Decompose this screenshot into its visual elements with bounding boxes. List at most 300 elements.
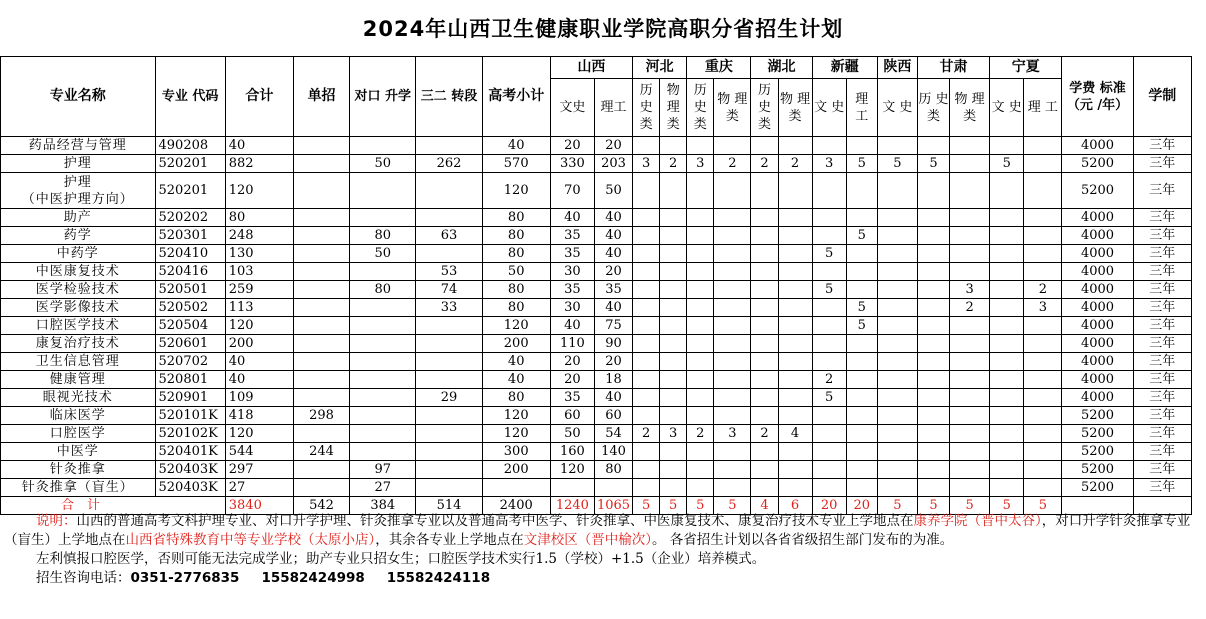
hebei-lishi-cell	[633, 299, 660, 317]
hebei-wuli-cell	[660, 263, 687, 281]
sanerzhuan-cell	[416, 335, 482, 353]
gansu-lishi-cell	[917, 371, 949, 389]
fee-cell: 5200	[1062, 461, 1133, 479]
total-duikou-cell: 384	[350, 497, 416, 515]
hebei-lishi-cell	[633, 461, 660, 479]
danzhao-cell	[293, 245, 349, 263]
note-2: 左利慎报口腔医学，否则可能无法完成学业；助产专业只招女生；口腔医学技术实行1.5（学校）+1.5（企业）培养模式。	[36, 551, 766, 567]
total-shanxi-ligong-cell: 1065	[594, 497, 632, 515]
gansu-wuli-cell	[950, 227, 990, 245]
chongqing-lishi-cell	[687, 137, 714, 155]
xinjiang-li-cell	[846, 425, 877, 443]
hebei-lishi-cell	[633, 443, 660, 461]
hebei-wuli-cell	[660, 281, 687, 299]
gaokao-subtotal-cell	[482, 479, 550, 497]
gansu-wuli-cell	[950, 263, 990, 281]
sub-wulilei: 物 理 类	[714, 79, 751, 137]
chongqing-wuli-cell	[714, 461, 751, 479]
header-province-hebei: 河北	[633, 57, 687, 79]
gaokao-subtotal-cell: 40	[482, 137, 550, 155]
total-cell: 109	[225, 389, 293, 407]
shanxi-wenshi-cell	[550, 479, 594, 497]
ningxia-wen-cell	[990, 479, 1024, 497]
enrollment-plan-table	[0, 56, 1192, 515]
chongqing-wuli-cell	[714, 281, 751, 299]
hubei-wuli-cell	[778, 209, 812, 227]
hubei-wuli-cell	[778, 389, 812, 407]
xinjiang-wen-cell	[812, 335, 846, 353]
hubei-wuli-cell	[778, 317, 812, 335]
sanerzhuan-cell	[416, 407, 482, 425]
hebei-wuli-cell: 3	[660, 425, 687, 443]
danzhao-cell	[293, 335, 349, 353]
major-code-cell: 520401K	[155, 443, 225, 461]
major-code-cell: 520504	[155, 317, 225, 335]
xinjiang-li-cell	[846, 263, 877, 281]
sanerzhuan-cell	[416, 479, 482, 497]
hebei-wuli-cell	[660, 353, 687, 371]
gaokao-subtotal-cell: 80	[482, 209, 550, 227]
total-cell: 297	[225, 461, 293, 479]
xinjiang-li-cell	[846, 335, 877, 353]
sub-wulilei: 物 理 类	[778, 79, 812, 137]
hubei-lishi-cell	[751, 245, 778, 263]
gansu-lishi-cell: 5	[917, 155, 949, 173]
fee-cell: 5200	[1062, 425, 1133, 443]
fee-cell: 4000	[1062, 299, 1133, 317]
chongqing-wuli-cell	[714, 245, 751, 263]
chongqing-wuli-cell	[714, 209, 751, 227]
major-code-cell: 520702	[155, 353, 225, 371]
hubei-wuli-cell	[778, 353, 812, 371]
chongqing-lishi-cell	[687, 461, 714, 479]
hebei-lishi-cell	[633, 281, 660, 299]
notes-section	[4, 512, 1200, 588]
hebei-wuli-cell	[660, 371, 687, 389]
duration-cell: 三年	[1133, 353, 1191, 371]
gansu-wuli-cell	[950, 335, 990, 353]
hebei-wuli-cell	[660, 299, 687, 317]
xinjiang-li-cell: 5	[846, 227, 877, 245]
chongqing-wuli-cell	[714, 173, 751, 209]
xinjiang-wen-cell	[812, 425, 846, 443]
total-sanerzhuan-cell: 514	[416, 497, 482, 515]
danzhao-cell	[293, 461, 349, 479]
sanerzhuan-cell: 33	[416, 299, 482, 317]
note-text: 。 各省招生计划以各省省级招生部门发布的为准。	[652, 532, 954, 548]
shaanxi-wen-cell	[877, 371, 917, 389]
table-row	[1, 263, 1192, 281]
fee-cell: 5200	[1062, 443, 1133, 461]
sanerzhuan-cell: 74	[416, 281, 482, 299]
xinjiang-li-cell	[846, 407, 877, 425]
table-row	[1, 155, 1192, 173]
total-cell: 120	[225, 317, 293, 335]
duikou-cell	[350, 137, 416, 155]
major-code-cell: 520102K	[155, 425, 225, 443]
hebei-wuli-cell	[660, 209, 687, 227]
danzhao-cell	[293, 281, 349, 299]
major-name-cell: 中医学	[1, 443, 156, 461]
gansu-wuli-cell	[950, 317, 990, 335]
shaanxi-wen-cell: 5	[877, 155, 917, 173]
fee-cell: 5200	[1062, 407, 1133, 425]
shanxi-ligong-cell: 54	[594, 425, 632, 443]
gansu-lishi-cell	[917, 353, 949, 371]
shanxi-wenshi-cell: 120	[550, 461, 594, 479]
shanxi-wenshi-cell: 60	[550, 407, 594, 425]
xinjiang-wen-cell	[812, 263, 846, 281]
danzhao-cell	[293, 317, 349, 335]
ningxia-wen-cell	[990, 389, 1024, 407]
major-code-cell: 520201	[155, 173, 225, 209]
hebei-lishi-cell	[633, 353, 660, 371]
duikou-cell: 80	[350, 227, 416, 245]
shanxi-ligong-cell: 80	[594, 461, 632, 479]
gansu-lishi-cell	[917, 425, 949, 443]
chongqing-wuli-cell	[714, 443, 751, 461]
major-code-cell: 520601	[155, 335, 225, 353]
major-code-cell: 520801	[155, 371, 225, 389]
chongqing-wuli-cell	[714, 263, 751, 281]
header-duration: 学制	[1133, 57, 1191, 137]
duration-cell: 三年	[1133, 443, 1191, 461]
header-name: 专业名称	[1, 57, 156, 137]
header-province-chongqing: 重庆	[687, 57, 751, 79]
duikou-cell	[350, 443, 416, 461]
table-row	[1, 317, 1192, 335]
sanerzhuan-cell	[416, 425, 482, 443]
duration-cell: 三年	[1133, 371, 1191, 389]
table-row	[1, 353, 1192, 371]
hebei-lishi-cell: 2	[633, 425, 660, 443]
total-ningxia-li-cell: 5	[1024, 497, 1062, 515]
ningxia-wen-cell	[990, 335, 1024, 353]
total-cell: 80	[225, 209, 293, 227]
hubei-wuli-cell	[778, 245, 812, 263]
major-code-cell: 520403K	[155, 461, 225, 479]
gansu-lishi-cell	[917, 137, 949, 155]
note-text: ，其余各专业上学地点在	[375, 532, 524, 548]
table-row	[1, 173, 1192, 209]
duration-cell: 三年	[1133, 245, 1191, 263]
header-province-gansu: 甘肃	[917, 57, 989, 79]
danzhao-cell	[293, 353, 349, 371]
major-name-cell: 医学检验技术	[1, 281, 156, 299]
header-code: 专业 代码	[155, 57, 225, 137]
sanerzhuan-cell: 53	[416, 263, 482, 281]
hubei-lishi-cell: 2	[751, 155, 778, 173]
total-hebei-wuli-cell: 5	[660, 497, 687, 515]
gansu-lishi-cell	[917, 317, 949, 335]
shaanxi-wen-cell	[877, 389, 917, 407]
chongqing-wuli-cell	[714, 353, 751, 371]
xinjiang-li-cell: 5	[846, 317, 877, 335]
header-province-ningxia: 宁夏	[990, 57, 1062, 79]
gansu-lishi-cell	[917, 407, 949, 425]
major-code-cell: 520403K	[155, 479, 225, 497]
gaokao-subtotal-cell: 80	[482, 227, 550, 245]
hubei-wuli-cell	[778, 443, 812, 461]
fee-cell: 4000	[1062, 353, 1133, 371]
sub-lishilei: 历 史 类	[917, 79, 949, 137]
fee-cell: 4000	[1062, 227, 1133, 245]
gaokao-subtotal-cell: 80	[482, 299, 550, 317]
gansu-lishi-cell	[917, 479, 949, 497]
table-row	[1, 461, 1192, 479]
major-name-cell: 护理 （中医护理方向）	[1, 173, 156, 209]
hebei-wuli-cell	[660, 461, 687, 479]
chongqing-lishi-cell	[687, 317, 714, 335]
hebei-wuli-cell	[660, 335, 687, 353]
duration-cell: 三年	[1133, 263, 1191, 281]
chongqing-wuli-cell: 2	[714, 155, 751, 173]
shanxi-ligong-cell: 20	[594, 353, 632, 371]
gansu-wuli-cell: 3	[950, 281, 990, 299]
fee-cell: 5200	[1062, 479, 1133, 497]
chongqing-lishi-cell	[687, 209, 714, 227]
total-gansu-lishi-cell: 5	[917, 497, 949, 515]
xinjiang-wen-cell	[812, 173, 846, 209]
total-chongqing-wuli-cell: 5	[714, 497, 751, 515]
major-name-cell: 护理	[1, 155, 156, 173]
shanxi-ligong-cell: 20	[594, 137, 632, 155]
ningxia-wen-cell	[990, 281, 1024, 299]
major-name-cell: 药学	[1, 227, 156, 245]
duikou-cell	[350, 299, 416, 317]
hebei-lishi-cell	[633, 371, 660, 389]
fee-cell: 5200	[1062, 155, 1133, 173]
xinjiang-wen-cell: 5	[812, 245, 846, 263]
major-name-cell: 助产	[1, 209, 156, 227]
shaanxi-wen-cell	[877, 443, 917, 461]
hubei-wuli-cell	[778, 263, 812, 281]
chongqing-lishi-cell: 2	[687, 425, 714, 443]
shaanxi-wen-cell	[877, 353, 917, 371]
major-name-cell: 药品经营与管理	[1, 137, 156, 155]
hubei-lishi-cell	[751, 443, 778, 461]
chongqing-wuli-cell	[714, 137, 751, 155]
danzhao-cell	[293, 173, 349, 209]
hebei-lishi-cell	[633, 245, 660, 263]
hebei-lishi-cell	[633, 263, 660, 281]
sub-wulilei: 物 理 类	[950, 79, 990, 137]
ningxia-li-cell: 2	[1024, 281, 1062, 299]
ningxia-wen-cell	[990, 227, 1024, 245]
gansu-lishi-cell	[917, 335, 949, 353]
ningxia-li-cell	[1024, 227, 1062, 245]
chongqing-wuli-cell	[714, 299, 751, 317]
hubei-lishi-cell: 2	[751, 425, 778, 443]
hebei-wuli-cell	[660, 443, 687, 461]
xinjiang-li-cell	[846, 479, 877, 497]
shaanxi-wen-cell	[877, 209, 917, 227]
duration-cell: 三年	[1133, 389, 1191, 407]
hubei-wuli-cell	[778, 479, 812, 497]
fee-cell: 4000	[1062, 371, 1133, 389]
xinjiang-li-cell	[846, 353, 877, 371]
xinjiang-wen-cell	[812, 137, 846, 155]
ningxia-wen-cell: 5	[990, 155, 1024, 173]
total-cell: 103	[225, 263, 293, 281]
major-code-cell: 520201	[155, 155, 225, 173]
shaanxi-wen-cell	[877, 461, 917, 479]
table-row	[1, 407, 1192, 425]
total-major-name-cell: 合 计	[1, 497, 226, 515]
xinjiang-li-cell	[846, 245, 877, 263]
duration-cell: 三年	[1133, 317, 1191, 335]
duration-cell: 三年	[1133, 407, 1191, 425]
danzhao-cell	[293, 155, 349, 173]
shaanxi-wen-cell	[877, 425, 917, 443]
xinjiang-li-cell	[846, 173, 877, 209]
hebei-lishi-cell	[633, 335, 660, 353]
shaanxi-wen-cell	[877, 173, 917, 209]
duikou-cell	[350, 389, 416, 407]
duikou-cell	[350, 263, 416, 281]
duikou-cell	[350, 317, 416, 335]
gansu-lishi-cell	[917, 173, 949, 209]
location-wenjin: 文津校区（晋中榆次）	[523, 532, 652, 548]
chongqing-lishi-cell	[687, 389, 714, 407]
duikou-cell	[350, 335, 416, 353]
danzhao-cell	[293, 479, 349, 497]
hubei-wuli-cell	[778, 281, 812, 299]
total-cell: 130	[225, 245, 293, 263]
sanerzhuan-cell	[416, 245, 482, 263]
hebei-wuli-cell: 2	[660, 155, 687, 173]
location-kangyang: 康养学院（晋中太谷）	[913, 513, 1042, 529]
hubei-wuli-cell	[778, 173, 812, 209]
ningxia-li-cell	[1024, 209, 1062, 227]
hebei-lishi-cell	[633, 389, 660, 407]
chongqing-lishi-cell	[687, 245, 714, 263]
chongqing-lishi-cell: 3	[687, 155, 714, 173]
sanerzhuan-cell	[416, 317, 482, 335]
ningxia-li-cell	[1024, 263, 1062, 281]
gaokao-subtotal-cell: 80	[482, 389, 550, 407]
hebei-lishi-cell	[633, 227, 660, 245]
shanxi-ligong-cell: 40	[594, 299, 632, 317]
duikou-cell: 50	[350, 155, 416, 173]
chongqing-lishi-cell	[687, 173, 714, 209]
fee-cell: 4000	[1062, 335, 1133, 353]
shanxi-ligong-cell: 60	[594, 407, 632, 425]
danzhao-cell: 298	[293, 407, 349, 425]
xinjiang-wen-cell	[812, 353, 846, 371]
hubei-wuli-cell	[778, 299, 812, 317]
total-cell: 882	[225, 155, 293, 173]
chongqing-wuli-cell	[714, 335, 751, 353]
chongqing-wuli-cell	[714, 479, 751, 497]
xinjiang-li-cell	[846, 461, 877, 479]
total-cell: 113	[225, 299, 293, 317]
chongqing-lishi-cell	[687, 299, 714, 317]
hubei-lishi-cell	[751, 335, 778, 353]
hebei-wuli-cell	[660, 407, 687, 425]
shanxi-ligong-cell: 75	[594, 317, 632, 335]
sub-wulilei: 物 理 类	[660, 79, 687, 137]
sub-wen: 文 史	[877, 79, 917, 137]
major-name-cell: 医学影像技术	[1, 299, 156, 317]
duikou-cell	[350, 173, 416, 209]
duikou-cell	[350, 371, 416, 389]
header-province-xinjiang: 新疆	[812, 57, 877, 79]
major-code-cell: 520410	[155, 245, 225, 263]
header-province-hubei: 湖北	[751, 57, 812, 79]
gansu-wuli-cell	[950, 371, 990, 389]
ningxia-li-cell	[1024, 407, 1062, 425]
hubei-lishi-cell	[751, 227, 778, 245]
ningxia-wen-cell	[990, 317, 1024, 335]
gaokao-subtotal-cell: 120	[482, 407, 550, 425]
major-code-cell: 490208	[155, 137, 225, 155]
hubei-wuli-cell	[778, 461, 812, 479]
gansu-wuli-cell: 2	[950, 299, 990, 317]
sub-li: 理 工	[1024, 79, 1062, 137]
xinjiang-li-cell: 5	[846, 155, 877, 173]
total-shanxi-wenshi-cell: 1240	[550, 497, 594, 515]
xinjiang-li-cell	[846, 209, 877, 227]
hebei-lishi-cell	[633, 209, 660, 227]
gaokao-subtotal-cell: 120	[482, 317, 550, 335]
sanerzhuan-cell: 63	[416, 227, 482, 245]
duration-cell: 三年	[1133, 281, 1191, 299]
shanxi-ligong-cell: 35	[594, 281, 632, 299]
hubei-wuli-cell: 4	[778, 425, 812, 443]
ningxia-wen-cell	[990, 371, 1024, 389]
shanxi-ligong-cell: 18	[594, 371, 632, 389]
danzhao-cell	[293, 137, 349, 155]
total-hebei-lishi-cell: 5	[633, 497, 660, 515]
gansu-lishi-cell	[917, 263, 949, 281]
ningxia-li-cell	[1024, 353, 1062, 371]
hubei-wuli-cell	[778, 407, 812, 425]
phone-label: 招生咨询电话：	[36, 570, 131, 586]
shaanxi-wen-cell	[877, 299, 917, 317]
total-cell: 248	[225, 227, 293, 245]
ningxia-li-cell	[1024, 155, 1062, 173]
shanxi-wenshi-cell: 330	[550, 155, 594, 173]
header-duikou: 对口 升学	[350, 57, 416, 137]
gansu-lishi-cell	[917, 209, 949, 227]
ningxia-wen-cell	[990, 299, 1024, 317]
duikou-cell	[350, 425, 416, 443]
hubei-lishi-cell	[751, 209, 778, 227]
major-code-cell: 520101K	[155, 407, 225, 425]
gansu-lishi-cell	[917, 227, 949, 245]
chongqing-lishi-cell	[687, 281, 714, 299]
gansu-lishi-cell	[917, 389, 949, 407]
danzhao-cell	[293, 263, 349, 281]
gansu-lishi-cell	[917, 245, 949, 263]
duration-cell: 三年	[1133, 299, 1191, 317]
chongqing-lishi-cell	[687, 407, 714, 425]
ningxia-wen-cell	[990, 245, 1024, 263]
major-name-cell: 针灸推拿（盲生）	[1, 479, 156, 497]
page-title: 2024年山西卫生健康职业学院高职分省招生计划	[362, 17, 844, 41]
gansu-wuli-cell	[950, 461, 990, 479]
hubei-lishi-cell	[751, 263, 778, 281]
note-text: ，对口升学针灸推拿专业（盲生）上学地点在	[4, 513, 1191, 548]
fee-cell: 5200	[1062, 173, 1133, 209]
gaokao-subtotal-cell: 300	[482, 443, 550, 461]
sub-ligong: 理工	[594, 79, 632, 137]
xinjiang-wen-cell	[812, 479, 846, 497]
fee-cell: 4000	[1062, 263, 1133, 281]
ningxia-li-cell	[1024, 479, 1062, 497]
xinjiang-wen-cell	[812, 461, 846, 479]
